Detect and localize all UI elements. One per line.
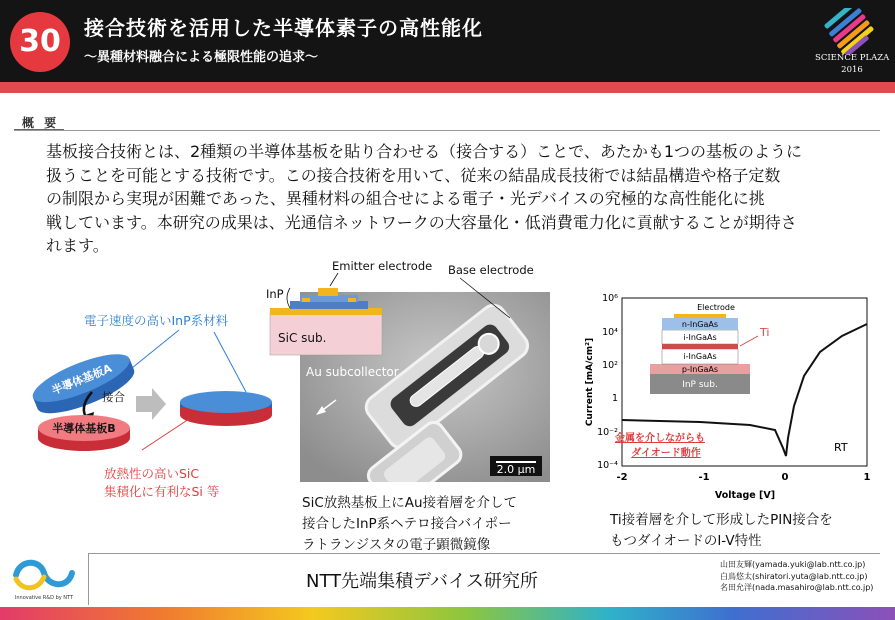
scale-label: 2.0 μm <box>496 463 536 476</box>
layer-label: InP sub. <box>682 380 718 390</box>
base-label: Base electrode <box>448 263 534 277</box>
layer-label: Electrode <box>697 303 735 312</box>
overview-line: 扱うことを可能とする技術です。この接合技術を用いて、従来の結晶成長技術では結晶構造や格子定数 <box>46 165 781 185</box>
note-line-2: ダイオード動作 <box>631 448 701 459</box>
au-layer <box>270 308 382 315</box>
emitter-contact <box>318 288 338 296</box>
layer-label: i-InGaAs <box>683 333 717 342</box>
page-subtitle: ～異種材料融合による極限性能の追求～ <box>84 50 319 65</box>
science-plaza-logo-icon <box>815 8 889 54</box>
overview-line: 戦しています。本研究の成果は、光通信ネットワークの大容量化・低消費電力化に貢献することが期待さ <box>46 212 797 232</box>
y-tick-label: 1 <box>611 393 618 404</box>
wafer-b <box>38 415 130 451</box>
pointer-line <box>142 419 189 450</box>
caption-line: SiC放熱基板上にAu接着層を介して <box>302 495 518 511</box>
header-band <box>0 82 895 93</box>
bond-label: 接合 <box>102 390 125 404</box>
subcollector-label: Au subcollector <box>306 365 399 379</box>
y-tick-label: 10⁻² <box>597 427 618 438</box>
ti-pointer <box>740 336 758 346</box>
ntt-logo-caption: Innovative R&D by NTT <box>14 595 74 601</box>
inp-layer <box>290 301 368 309</box>
iv-chart <box>580 288 880 508</box>
base-pointer <box>460 278 510 318</box>
overview-text <box>46 140 861 258</box>
layer-label: i-InGaAs <box>683 352 717 361</box>
y-axis-label: Current [mA/cm²] <box>585 337 595 427</box>
cross-section-inset <box>260 258 550 368</box>
layer-ti <box>662 344 738 349</box>
caption-line: Ti接着層を介して形成したPIN接合を <box>610 512 833 528</box>
divider <box>14 130 880 131</box>
x-axis-label: Voltage [V] <box>714 490 776 501</box>
logo-text: SCIENCE PLAZA <box>815 53 890 63</box>
layer-stack <box>650 303 769 394</box>
layer-electrode <box>674 314 726 318</box>
inp-label: 電子速度の高いInP系材料 <box>84 313 229 328</box>
caption-line: ラトランジスタの電子顕微鏡像 <box>302 537 491 553</box>
ntt-logo <box>6 555 82 605</box>
rainbow-band <box>0 607 895 620</box>
contact-item: 名田允洋(nada.masahiro@lab.ntt.co.jp) <box>720 583 874 592</box>
contact-item: 山田友輝(yamada.yuki@lab.ntt.co.jp) <box>720 560 866 569</box>
y-tick-label: 10⁻⁴ <box>597 460 618 471</box>
x-tick-label: 0 <box>781 472 789 483</box>
wafer-b-label: 半導体基板B <box>52 422 116 435</box>
inp-brace <box>287 288 290 308</box>
caption-line: もつダイオードのI-V特性 <box>610 533 762 549</box>
iv-caption <box>610 510 880 552</box>
organization-name: NTT先端集積デバイス研究所 <box>306 571 538 592</box>
x-tick-label: 1 <box>863 472 871 483</box>
page-title: 接合技術を活用した半導体素子の高性能化 <box>84 16 483 40</box>
contact-item: 白鳥悠太(shiratori.yuta@lab.ntt.co.jp) <box>720 571 868 581</box>
overview-line: れます。 <box>46 236 109 255</box>
y-tick-label: 10² <box>602 360 618 371</box>
emitter-label: Emitter electrode <box>332 259 433 273</box>
base-contact-right <box>348 298 356 302</box>
contact-list <box>720 559 873 594</box>
section-label: 概 要 <box>22 116 60 130</box>
footer-divider <box>88 553 880 554</box>
y-tick-label: 10⁶ <box>602 293 618 304</box>
overview-line: 基板接合技術とは、2種類の半導体基板を貼り合わせる（接合する）ことで、あたかも1つの基板のように <box>46 142 803 161</box>
pointer-line <box>214 332 246 392</box>
temperature-label: RT <box>834 441 848 454</box>
panel-number: 30 <box>10 12 70 72</box>
emitter-pointer <box>330 273 338 286</box>
sic-label: SiC sub. <box>278 331 327 345</box>
ti-label: Ti <box>760 326 770 339</box>
ntt-logo-icon <box>6 555 82 595</box>
pointer-line <box>132 330 179 368</box>
base-contact-left <box>302 298 310 302</box>
logo-year: 2016 <box>841 65 863 75</box>
x-tick-label: -1 <box>698 472 710 483</box>
note-line-1: 金属を介しながらも <box>615 433 705 444</box>
bonded-wafer <box>180 391 272 426</box>
si-label: 集積化に有利なSi 等 <box>104 484 220 499</box>
sic-label: 放熱性の高いSiC <box>104 466 200 481</box>
sem-caption <box>302 493 562 556</box>
process-arrow <box>136 388 166 420</box>
overview-line: の制限から実現が困難であった、異種材料の組合せによる電子・光デバイスの究極的な高性能化に挑 <box>46 189 765 208</box>
header <box>0 0 895 82</box>
y-tick-label: 10⁴ <box>602 327 618 338</box>
science-plaza-logo <box>815 8 889 78</box>
layer-label: p-InGaAs <box>681 365 719 374</box>
layer-label: n-InGaAs <box>681 320 719 329</box>
bonding-diagram <box>14 300 284 510</box>
footer-divider-vertical <box>88 553 89 605</box>
x-tick-label: -2 <box>616 472 628 483</box>
inp-label: InP <box>266 287 284 301</box>
wafer-a-label: 半導体基板A <box>49 361 114 398</box>
caption-line: 接合したInP系ヘテロ接合バイポー <box>302 516 512 532</box>
